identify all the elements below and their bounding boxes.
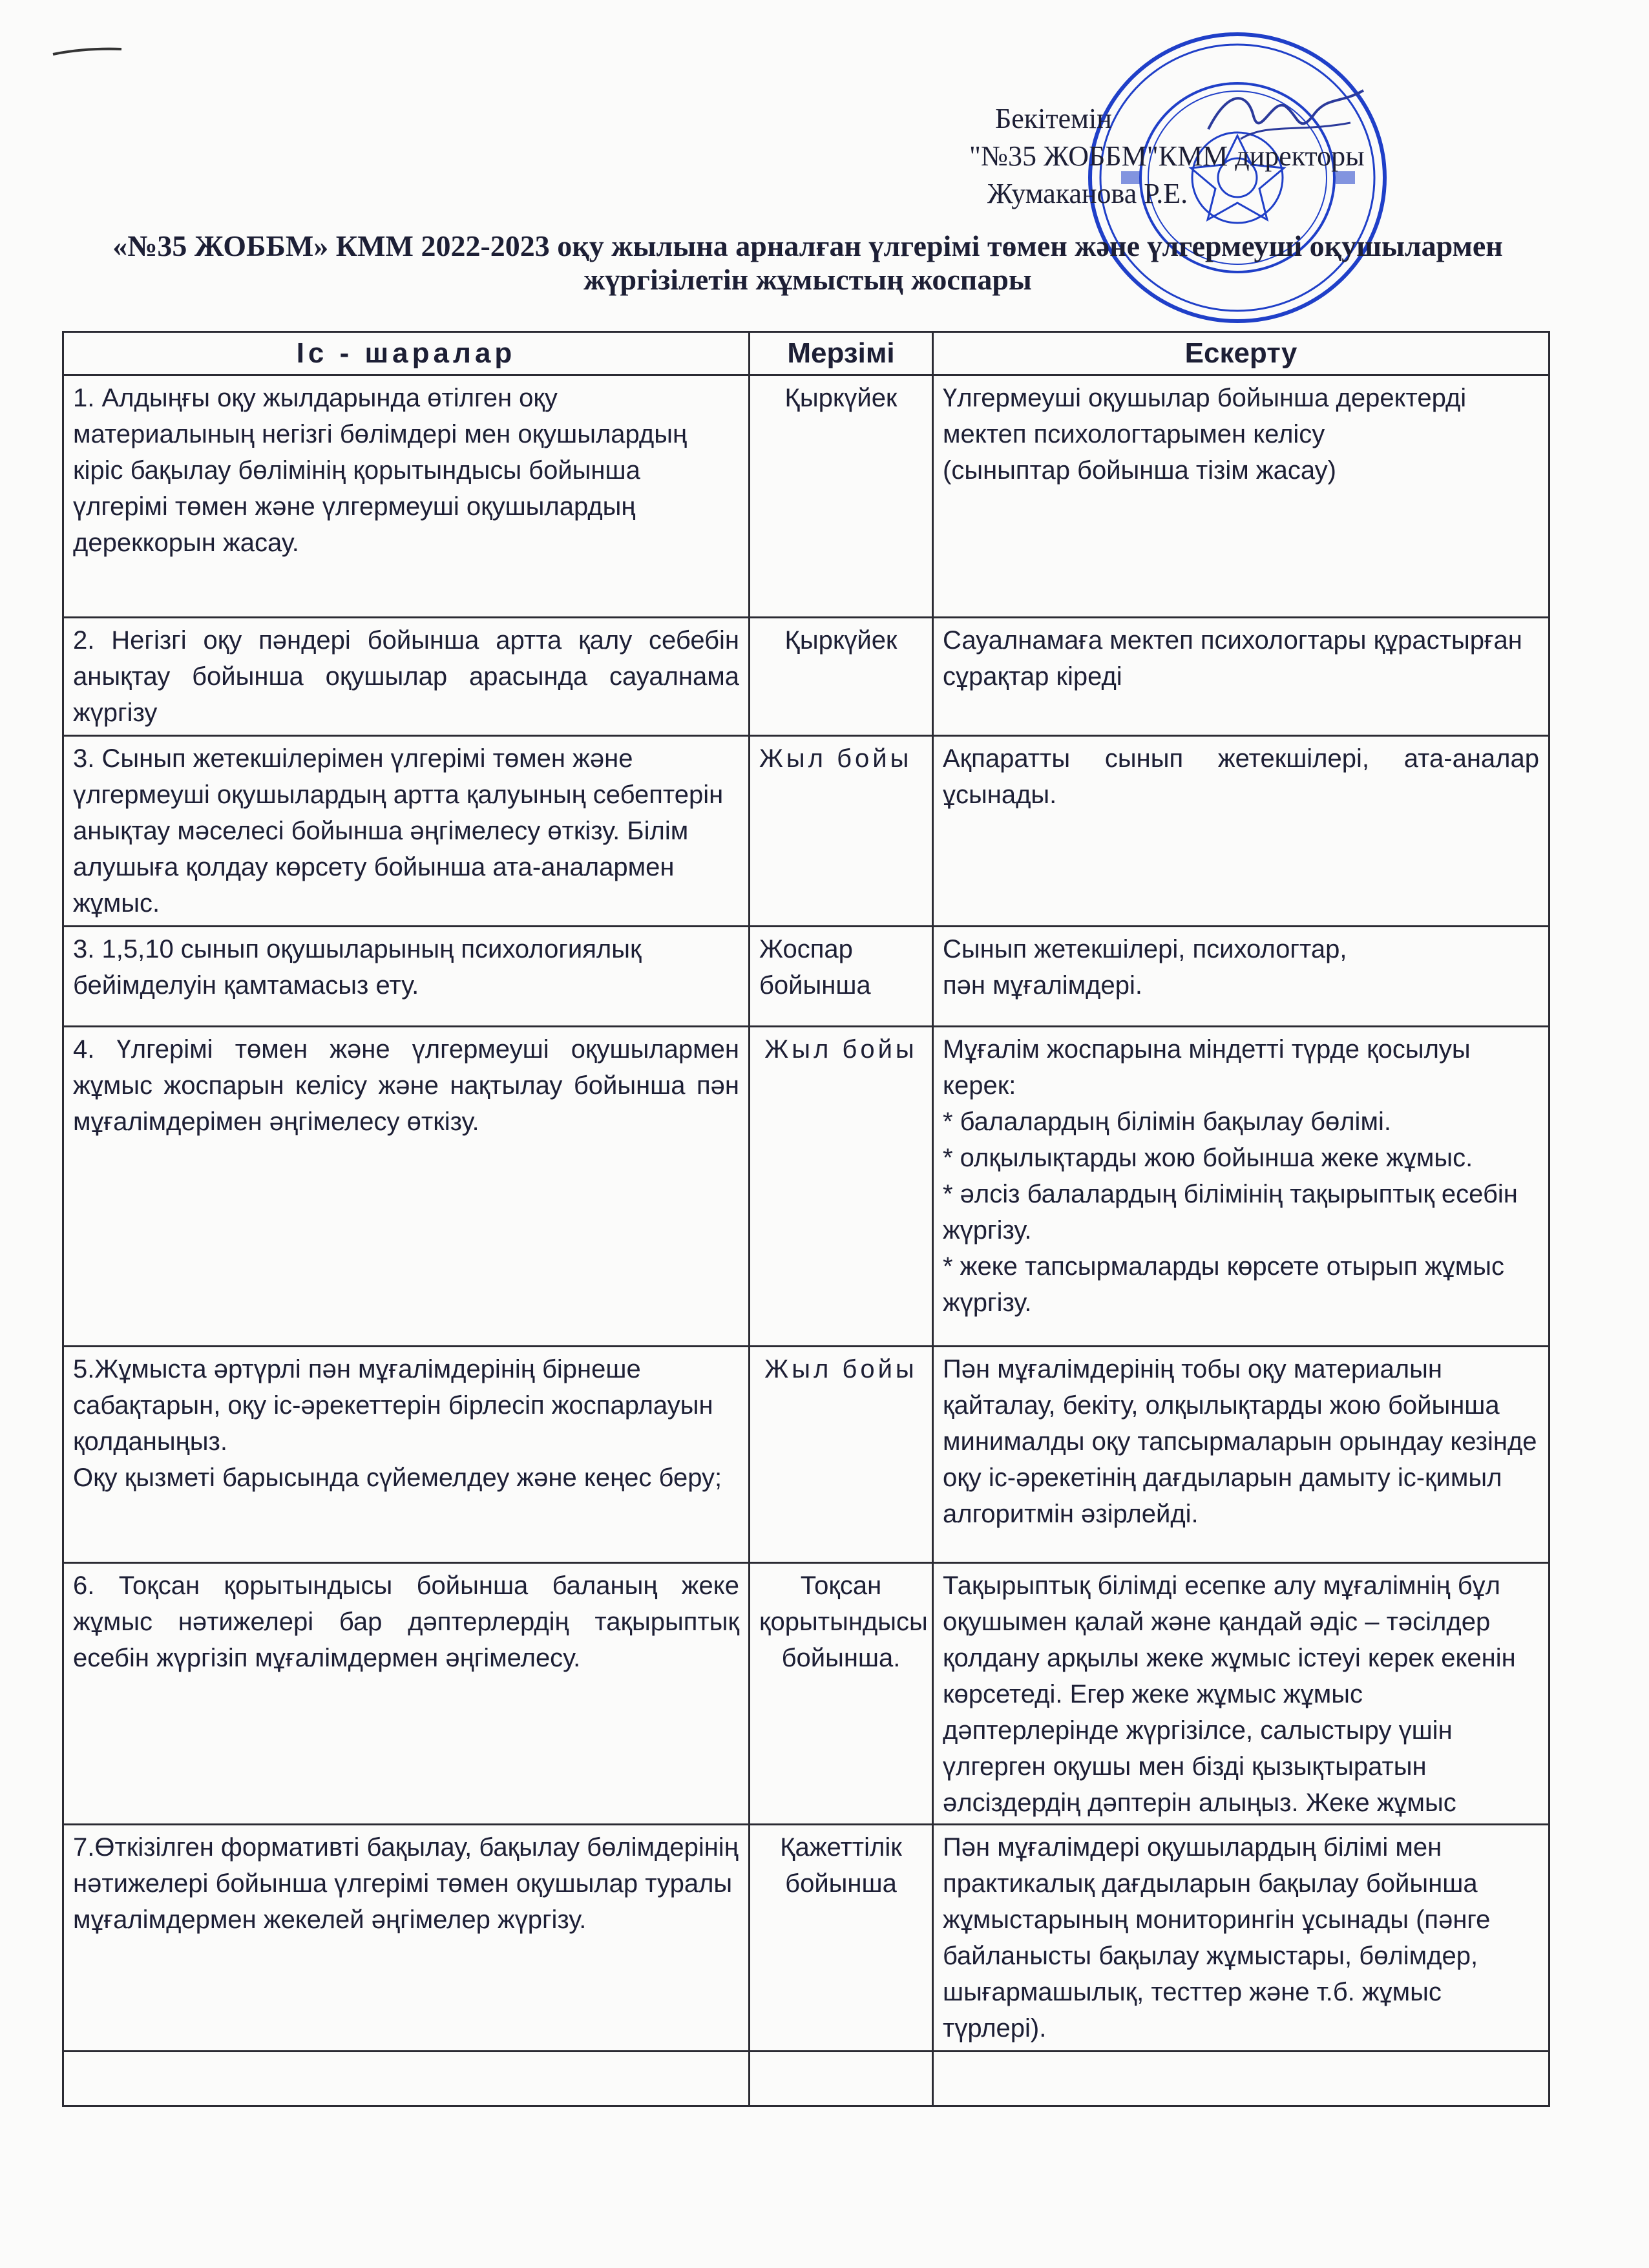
signature (1202, 78, 1370, 155)
note-cell: Үлгермеуші оқушылар бойынша деректерді мектеп психологтарымен келісу (сыныптар бойынша тізім жасау) (933, 375, 1549, 618)
term-cell: Қыркүйек (750, 618, 933, 736)
header-activities: Іс - шаралар (63, 332, 750, 375)
table-row-empty (63, 2052, 1549, 2106)
term-cell: Жоспар бойынша (750, 927, 933, 1027)
approval-position: "№35 ЖОББМ"КММ директоры (969, 140, 1365, 172)
approval-title: Бекітемін (995, 103, 1112, 134)
note-cell: Мұғалім жоспарына міндетті түрде қосылуы керек: * балалардың білімін бақылау бөлімі. * олқылықтарды жою бойынша жеке жұмыс. * әлсіз балалардың білімінің тақырыптық есебін жүргізу. * жеке тапсырмаларды көрсете отырып жұмыс жүргізу. (933, 1027, 1549, 1347)
table-row (63, 375, 1549, 618)
activity-cell: 5.Жұмыста әртүрлі пән мұғалімдерінің бірнеше сабақтарын, оқу іс-әрекеттерін бірлесіп жоспарлауын қолданыңыз. Оқу қызметі барысында сүйемелдеу және кеңес беру; (63, 1347, 750, 1563)
title-line-1: «№35 ЖОББМ» КММ 2022-2023 оқу жылына арналған үлгерімі төмен және үлгермеуші оқушылармен (112, 229, 1503, 262)
term-cell: Қыркүйек (750, 375, 933, 618)
table-row (63, 927, 1549, 1027)
note-cell: Пән мұғалімдерінің тобы оқу материалын қайталау, бекіту, олқылықтарды жою бойынша минималды оқу тапсырмаларын орындау кезінде оқу іс-әрекетінің дағдыларын дамыту іс-қимыл алгоритмін әзірлейді. (933, 1347, 1549, 1563)
activity-cell: 1. Алдыңғы оқу жылдарында өтілген оқу материалының негізгі бөлімдері мен оқушылардың кіріс бақылау бөлімінің қорытындысы бойынша үлгерімі төмен және үлгермеуші оқушылардың дереккорын жасау. (63, 375, 750, 618)
title-line-2: жүргізілетін жұмыстың жоспары (583, 263, 1032, 296)
term-cell: Жыл бойы (750, 1027, 933, 1347)
table-row (63, 618, 1549, 736)
document-title (97, 229, 1518, 297)
empty-cell (750, 2052, 933, 2106)
activity-cell: 3. 1,5,10 сынып оқушыларының психологиялық бейімделуін қамтамасыз ету. (63, 927, 750, 1027)
activity-cell: 3. Сынып жетекшілерімен үлгерімі төмен және үлгермеуші оқушылардың артта қалуының себептерін анықтау мәселесі бойынша әңгімелесу өткізу. Білім алушыға қолдау көрсету бойынша ата-аналармен жұмыс. (63, 736, 750, 927)
term-cell: Қажеттілік бойынша (750, 1825, 933, 2052)
term-cell: Тоқсан қорытындысы бойынша. (750, 1563, 933, 1825)
table-row (63, 1825, 1549, 2052)
activity-cell: 2. Негізгі оқу пәндері бойынша артта қалу себебін анықтау бойынша оқушылар арасында сауалнама жүргізу (63, 618, 750, 736)
activity-cell: 6. Тоқсан қорытындысы бойынша баланың жеке жұмыс нәтижелері бар дәптерлердің тақырыптық есебін жүргізіп мұғалімдермен әңгімелесу. (63, 1563, 750, 1825)
pen-mark (52, 45, 123, 57)
term-cell: Жыл бойы (750, 736, 933, 927)
empty-cell (63, 2052, 750, 2106)
table-header-row (63, 332, 1549, 375)
plan-table (62, 331, 1550, 2107)
table-row (63, 1347, 1549, 1563)
note-cell (933, 1563, 1549, 1825)
header-term: Мерзімі (750, 332, 933, 375)
table-row (63, 1027, 1549, 1347)
table-row (63, 1563, 1549, 1825)
note-cell: Сауалнамаға мектеп психологтары құрастырған сұрақтар кіреді (933, 618, 1549, 736)
approval-name: Жумаканова Р.Е. (987, 178, 1188, 209)
note-cell: Сынып жетекшілері, психологтар, пән мұғалімдері. (933, 927, 1549, 1027)
note-cell: Ақпаратты сынып жетекшілері, ата-аналар ұсынады. (933, 736, 1549, 927)
note-cell: Пән мұғалімдері оқушылардың білімі мен практикалық дағдыларын бақылау бойынша жұмыстарының мониторингін ұсынады (пәнге байланысты бақылау жұмыстары, бөлімдер, шығармашылық, тесттер және т.б. жұмыс түрлері). (933, 1825, 1549, 2052)
table-row (63, 736, 1549, 927)
note-cell-text: Тақырыптық білімді есепке алу мұғалімнің бұл оқушымен қалай және қандай әдіс – тәсілдер қолдану арқылы жеке жұмыс істеуі керек екенін көрсетеді. Егер жеке жұмыс жұмыс дәптерлерінде жүргізілсе, салыстыру үшін үлгерген оқушы мен бізді қызықтыратын әлсіздердің дәптерін алыңыз. Жеке жұмыс (943, 1571, 1516, 1817)
activity-cell: 4. Үлгерімі төмен және үлгермеуші оқушылармен жұмыс жоспарын келісу және нақтылау бойынша пән мұғалімдерімен әңгімелесу өткізу. (63, 1027, 750, 1347)
empty-cell (933, 2052, 1549, 2106)
activity-cell: 7.Өткізілген формативті бақылау, бақылау бөлімдерінің нәтижелері бойынша үлгерімі төмен оқушылар туралы мұғалімдермен жекелей әңгімелер жүргізу. (63, 1825, 750, 2052)
term-cell: Жыл бойы (750, 1347, 933, 1563)
header-note: Ескерту (933, 332, 1549, 375)
